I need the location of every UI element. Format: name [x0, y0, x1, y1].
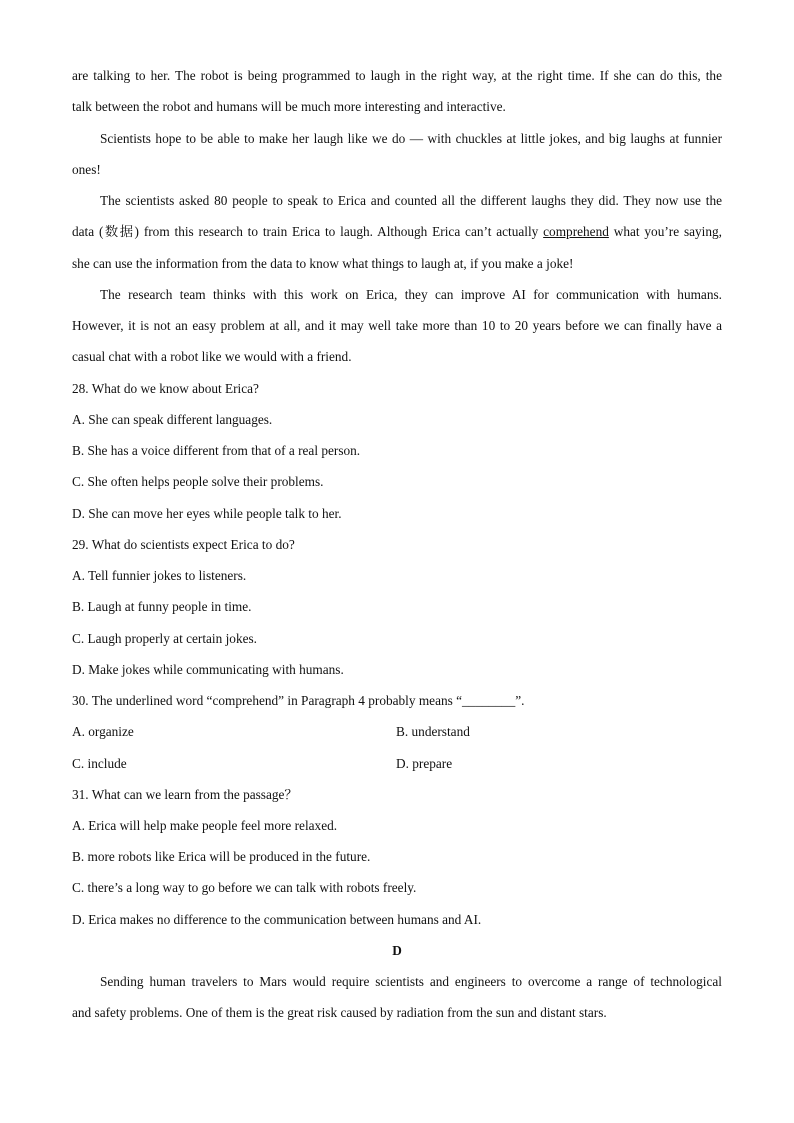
passage-line: are talking to her. The robot is being programmed to laugh in the right way, at the right time. If she can do this, the	[72, 68, 722, 83]
answer-option: A. Erica will help make people feel more relaxed.	[72, 818, 338, 833]
answer-option: D. She can move her eyes while people talk to her.	[72, 506, 342, 521]
question-stem: 30. The underlined word “comprehend” in Paragraph 4 probably means “________”.	[72, 693, 525, 708]
answer-option: A. She can speak different languages.	[72, 412, 273, 427]
passage-line: Sending human travelers to Mars would require scientists and engineers to overcome a range of technological	[100, 974, 722, 989]
passage-line: ones!	[72, 162, 101, 177]
passage-line: and safety problems. One of them is the great risk caused by radiation from the sun and distant stars.	[72, 1005, 607, 1020]
passage-line: However, it is not an easy problem at all, and it may well take more than 10 to 20 years before we can finally have a	[72, 318, 722, 333]
answer-option: B. She has a voice different from that of a real person.	[72, 443, 361, 458]
answer-option: B. more robots like Erica will be produced in the future.	[72, 849, 371, 864]
answer-option: C. Laugh properly at certain jokes.	[72, 631, 257, 646]
passage-line: she can use the information from the data to know what things to laugh at, if you make a joke!	[72, 256, 574, 271]
answer-option: D. Make jokes while communicating with humans.	[72, 662, 344, 677]
passage-line: casual chat with a robot like we would with a friend.	[72, 349, 352, 364]
answer-option: B. Laugh at funny people in time.	[72, 599, 252, 614]
passage-line: Scientists hope to be able to make her laugh like we do — with chuckles at little jokes, and big laughs at funnier	[100, 131, 722, 146]
passage-line: The research team thinks with this work on Erica, they can improve AI for communication with humans.	[100, 287, 722, 302]
answer-option: A. organize	[72, 724, 134, 739]
passage-text: what you’re saying,	[608, 224, 722, 239]
question-stem: 29. What do scientists expect Erica to do?	[72, 537, 295, 552]
passage-line-with-underline	[72, 224, 722, 240]
answer-option: C. there’s a long way to go before we can talk with robots freely.	[72, 880, 417, 895]
answer-option: C. include	[72, 756, 127, 771]
question-stem: 28. What do we know about Erica?	[72, 381, 259, 396]
question-stem: 31. What can we learn from the passage？	[72, 787, 298, 802]
answer-option: D. prepare	[396, 756, 453, 771]
answer-option: B. understand	[396, 724, 470, 739]
passage-line: The scientists asked 80 people to speak to Erica and counted all the different laughs they did. They now use the	[100, 193, 722, 208]
passage-text: data (数据) from this research to train Erica to laugh. Although Erica can’t actually	[72, 224, 544, 239]
passage-line: talk between the robot and humans will be much more interesting and interactive.	[72, 99, 506, 114]
underlined-word: comprehend	[543, 224, 609, 239]
section-heading: D	[392, 943, 402, 958]
answer-option: C. She often helps people solve their problems.	[72, 474, 324, 489]
answer-option: A. Tell funnier jokes to listeners.	[72, 568, 247, 583]
answer-option: D. Erica makes no difference to the communication between humans and AI.	[72, 912, 482, 927]
